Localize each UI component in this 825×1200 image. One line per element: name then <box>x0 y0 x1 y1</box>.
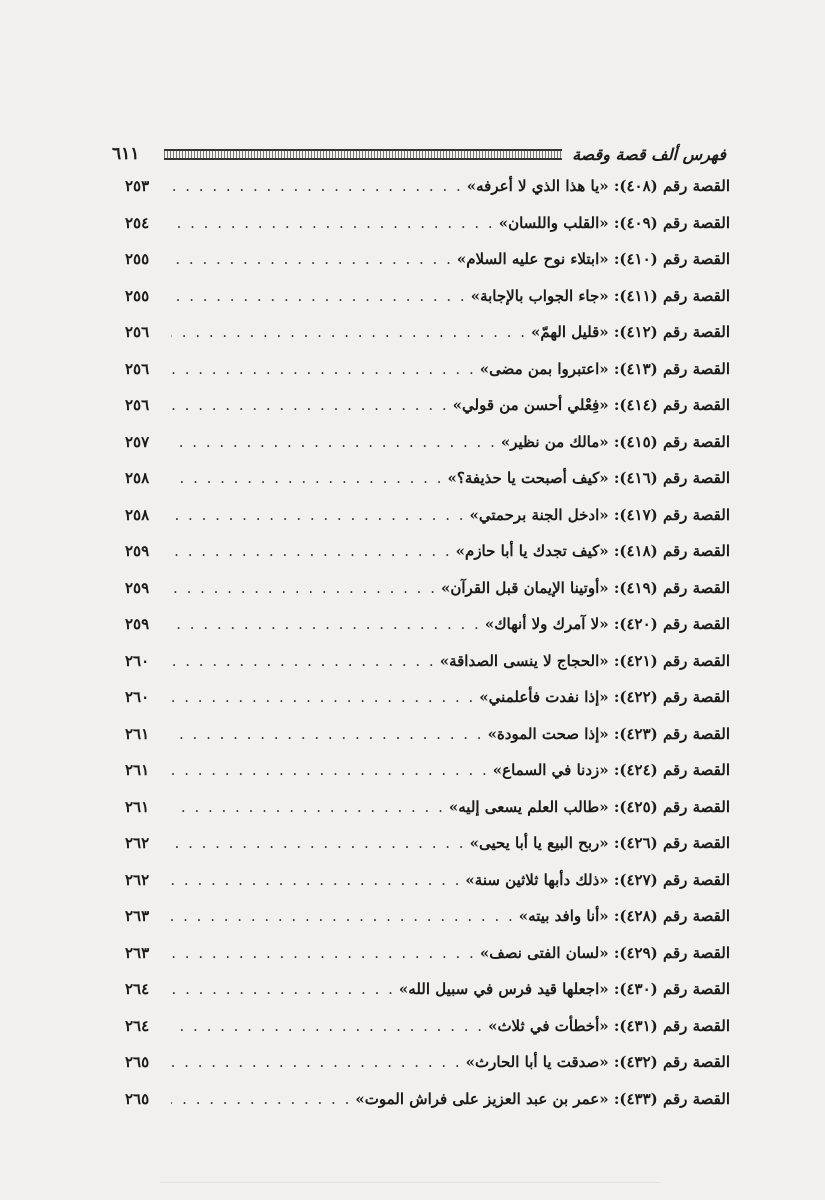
toc-entry <box>125 944 730 981</box>
page-number: ٦١١ <box>112 144 140 164</box>
entry-title: «إذا نفدت فأعلمني» <box>479 688 609 706</box>
toc-entry <box>125 1017 730 1054</box>
entry-label: القصة رقم (٤٠٩): <box>613 213 730 232</box>
toc-entry <box>125 688 730 725</box>
entry-gap <box>609 542 614 560</box>
dot-leader <box>171 871 461 889</box>
entry-title: «ربح البيع يا أبا يحيى» <box>469 834 609 852</box>
entry-title: «القلب واللسان» <box>498 213 609 232</box>
toc-entry <box>125 287 730 324</box>
entry-label: القصة رقم (٤١٦): <box>613 469 730 487</box>
entry-label: القصة رقم (٤٣٢): <box>613 1053 730 1071</box>
entry-page-number: ٢٦٠ <box>125 688 150 706</box>
dot-leader <box>171 177 463 195</box>
entry-gap <box>609 506 614 524</box>
entry-label: القصة رقم (٤٢٤): <box>613 761 730 779</box>
entry-label: القصة رقم (٤١٢): <box>613 323 730 341</box>
dot-leader <box>171 287 467 305</box>
entry-title: «أخطأت في ثلاث» <box>488 1016 609 1035</box>
entry-page-number: ٢٥٤ <box>125 213 150 232</box>
dot-leader <box>171 944 476 962</box>
dot-leader <box>171 250 453 268</box>
toc-entry <box>125 250 730 287</box>
toc-entry <box>125 725 730 762</box>
entry-title: «عمر بن عبد العزيز على فراش الموت» <box>355 1089 609 1108</box>
entry-gap <box>609 871 614 889</box>
dot-leader <box>171 652 436 670</box>
dot-leader <box>171 980 395 998</box>
entry-page-number: ٢٦٠ <box>125 651 150 670</box>
dot-leader <box>171 834 466 852</box>
toc-entry <box>125 469 730 506</box>
entry-gap <box>609 725 614 743</box>
toc-entry <box>125 433 730 470</box>
entry-label: القصة رقم (٤١٣): <box>613 359 730 378</box>
entry-page-number: ٢٦٤ <box>125 1016 150 1035</box>
entry-label: القصة رقم (٤١٤): <box>613 396 730 414</box>
entry-label: القصة رقم (٤١١): <box>613 286 730 305</box>
entry-title: «ادخل الجنة برحمتي» <box>469 505 609 524</box>
entry-gap <box>609 287 614 305</box>
entry-label: القصة رقم (٤١٥): <box>613 432 730 451</box>
toc-entry <box>125 834 730 871</box>
dot-leader <box>171 469 444 487</box>
entry-title: «إذا صحت المودة» <box>487 724 609 743</box>
toc-entry <box>125 177 730 214</box>
entry-gap <box>609 433 614 451</box>
entry-gap <box>609 944 614 962</box>
entry-label: القصة رقم (٤١٧): <box>613 505 730 524</box>
entry-gap <box>609 323 614 341</box>
dot-leader <box>171 1017 484 1035</box>
entry-label: القصة رقم (٤٣٠): <box>613 980 730 998</box>
entry-label: القصة رقم (٤١٨): <box>613 542 730 560</box>
dot-leader <box>171 579 437 597</box>
dot-leader <box>171 1090 351 1108</box>
toc-entry <box>125 652 730 689</box>
entry-label: القصة رقم (٤٢٧): <box>613 870 730 889</box>
entry-gap <box>609 615 614 633</box>
entry-title: «طالب العلم يسعى إليه» <box>448 797 609 816</box>
entry-gap <box>609 652 614 670</box>
dot-leader <box>171 907 515 925</box>
toc-entry <box>125 396 730 433</box>
entry-label: القصة رقم (٤١٠): <box>613 250 730 268</box>
entry-gap <box>609 177 614 195</box>
entry-title: «صدقت يا أبا الحارث» <box>465 1053 609 1071</box>
entry-label: القصة رقم (٤١٩): <box>613 578 730 597</box>
entry-label: القصة رقم (٤٢٢): <box>613 688 730 706</box>
toc-entry <box>125 579 730 616</box>
entry-page-number: ٢٦١ <box>125 797 150 816</box>
entry-page-number: ٢٦٢ <box>125 834 150 852</box>
entry-page-number: ٢٦٤ <box>125 980 150 998</box>
entry-gap <box>609 907 614 925</box>
entry-title: «جاء الجواب بالإجابة» <box>470 286 609 305</box>
entry-page-number: ٢٥٥ <box>125 250 150 268</box>
entry-gap <box>609 469 614 487</box>
entry-label: القصة رقم (٤٣٣): <box>613 1089 730 1108</box>
toc-entry <box>125 542 730 579</box>
entry-title: «قليل الهمّ» <box>530 323 609 341</box>
dot-leader <box>171 360 476 378</box>
entry-gap <box>609 360 614 378</box>
entry-label: القصة رقم (٤٢٠): <box>613 615 730 633</box>
dot-leader <box>171 615 481 633</box>
entry-gap <box>609 688 614 706</box>
running-title: فهرس ألف قصة وقصة <box>572 144 726 164</box>
dot-leader <box>171 761 489 779</box>
entry-page-number: ٢٥٧ <box>125 432 150 451</box>
entry-title: «أنا وافد بيته» <box>518 907 609 925</box>
dot-leader <box>171 506 466 524</box>
entry-title: «لا آمرك ولا أنهاك» <box>484 615 609 633</box>
entry-gap <box>609 250 614 268</box>
entry-label: القصة رقم (٤٠٨): <box>613 177 730 195</box>
entry-title: «زدنا في السماع» <box>492 761 609 779</box>
entry-gap <box>609 579 614 597</box>
toc-entry <box>125 798 730 835</box>
entry-gap <box>609 214 614 232</box>
entry-page-number: ٢٦١ <box>125 761 150 779</box>
entry-page-number: ٢٥٩ <box>125 542 150 560</box>
entry-title: «كيف تجدك يا أبا حازم» <box>455 542 609 560</box>
dot-leader <box>171 433 497 451</box>
entry-title: «الحجاج لا ينسى الصداقة» <box>439 651 609 670</box>
toc-entry <box>125 360 730 397</box>
dot-leader <box>171 396 449 414</box>
dot-leader <box>171 323 527 341</box>
entry-page-number: ٢٦٣ <box>125 943 150 962</box>
entry-gap <box>609 834 614 852</box>
entry-label: القصة رقم (٤٢١): <box>613 651 730 670</box>
entry-label: القصة رقم (٤٣١): <box>613 1016 730 1035</box>
entry-page-number: ٢٥٦ <box>125 323 150 341</box>
toc-entry <box>125 323 730 360</box>
entry-page-number: ٢٦١ <box>125 724 150 743</box>
entry-title: «ذلك دأبها ثلاثين سنة» <box>465 870 609 889</box>
entry-label: القصة رقم (٤٢٩): <box>613 943 730 962</box>
entry-title: «مالك من نظير» <box>500 432 609 451</box>
toc-entry <box>125 615 730 652</box>
dot-leader <box>171 688 475 706</box>
toc-entry <box>125 1090 730 1127</box>
toc-entry <box>125 871 730 908</box>
dot-leader <box>171 725 484 743</box>
entry-gap <box>609 1017 614 1035</box>
entry-page-number: ٢٥٨ <box>125 505 150 524</box>
entry-label: القصة رقم (٤٢٣): <box>613 724 730 743</box>
entry-page-number: ٢٥٩ <box>125 578 150 597</box>
entry-gap <box>609 980 614 998</box>
entry-label: القصة رقم (٤٢٦): <box>613 834 730 852</box>
toc-entry <box>125 907 730 944</box>
entry-page-number: ٢٥٣ <box>125 177 150 195</box>
entry-gap <box>609 1053 614 1071</box>
entry-page-number: ٢٦٥ <box>125 1053 150 1071</box>
entry-gap <box>609 396 614 414</box>
entry-gap <box>609 798 614 816</box>
entry-label: القصة رقم (٤٢٥): <box>613 797 730 816</box>
entry-title: «اعتبروا بمن مضى» <box>479 359 609 378</box>
entry-page-number: ٢٥٨ <box>125 469 150 487</box>
toc-entry <box>125 506 730 543</box>
entry-label: القصة رقم (٤٢٨): <box>613 907 730 925</box>
header-rule <box>164 149 562 160</box>
toc-list <box>125 177 730 1126</box>
dot-leader <box>171 798 445 816</box>
dot-leader <box>171 214 495 232</box>
page-header <box>112 138 726 170</box>
entry-title: «يا هذا الذي لا أعرفه» <box>466 177 609 195</box>
entry-page-number: ٢٦٣ <box>125 907 150 925</box>
entry-page-number: ٢٦٢ <box>125 870 150 889</box>
toc-entry <box>125 214 730 251</box>
page-edge-mark <box>160 1182 660 1183</box>
entry-title: «ابتلاء نوح عليه السلام» <box>456 250 609 268</box>
entry-gap <box>609 1090 614 1108</box>
toc-entry <box>125 980 730 1017</box>
entry-title: «اجعلها قيد فرس في سبيل الله» <box>398 980 609 998</box>
dot-leader <box>171 1053 462 1071</box>
toc-entry <box>125 761 730 798</box>
dot-leader <box>171 542 452 560</box>
entry-title: «أوتينا الإيمان قبل القرآن» <box>441 578 609 597</box>
entry-gap <box>609 761 614 779</box>
entry-title: «كيف أصبحت يا حذيفة؟» <box>447 469 609 487</box>
entry-page-number: ٢٥٥ <box>125 286 150 305</box>
entry-page-number: ٢٥٦ <box>125 359 150 378</box>
entry-page-number: ٢٥٦ <box>125 396 150 414</box>
entry-page-number: ٢٦٥ <box>125 1089 150 1108</box>
entry-title: «فِعْلي أحسن من قولي» <box>452 396 609 414</box>
entry-title: «لسان الفتى نصف» <box>479 943 609 962</box>
toc-entry <box>125 1053 730 1090</box>
entry-page-number: ٢٥٩ <box>125 615 150 633</box>
